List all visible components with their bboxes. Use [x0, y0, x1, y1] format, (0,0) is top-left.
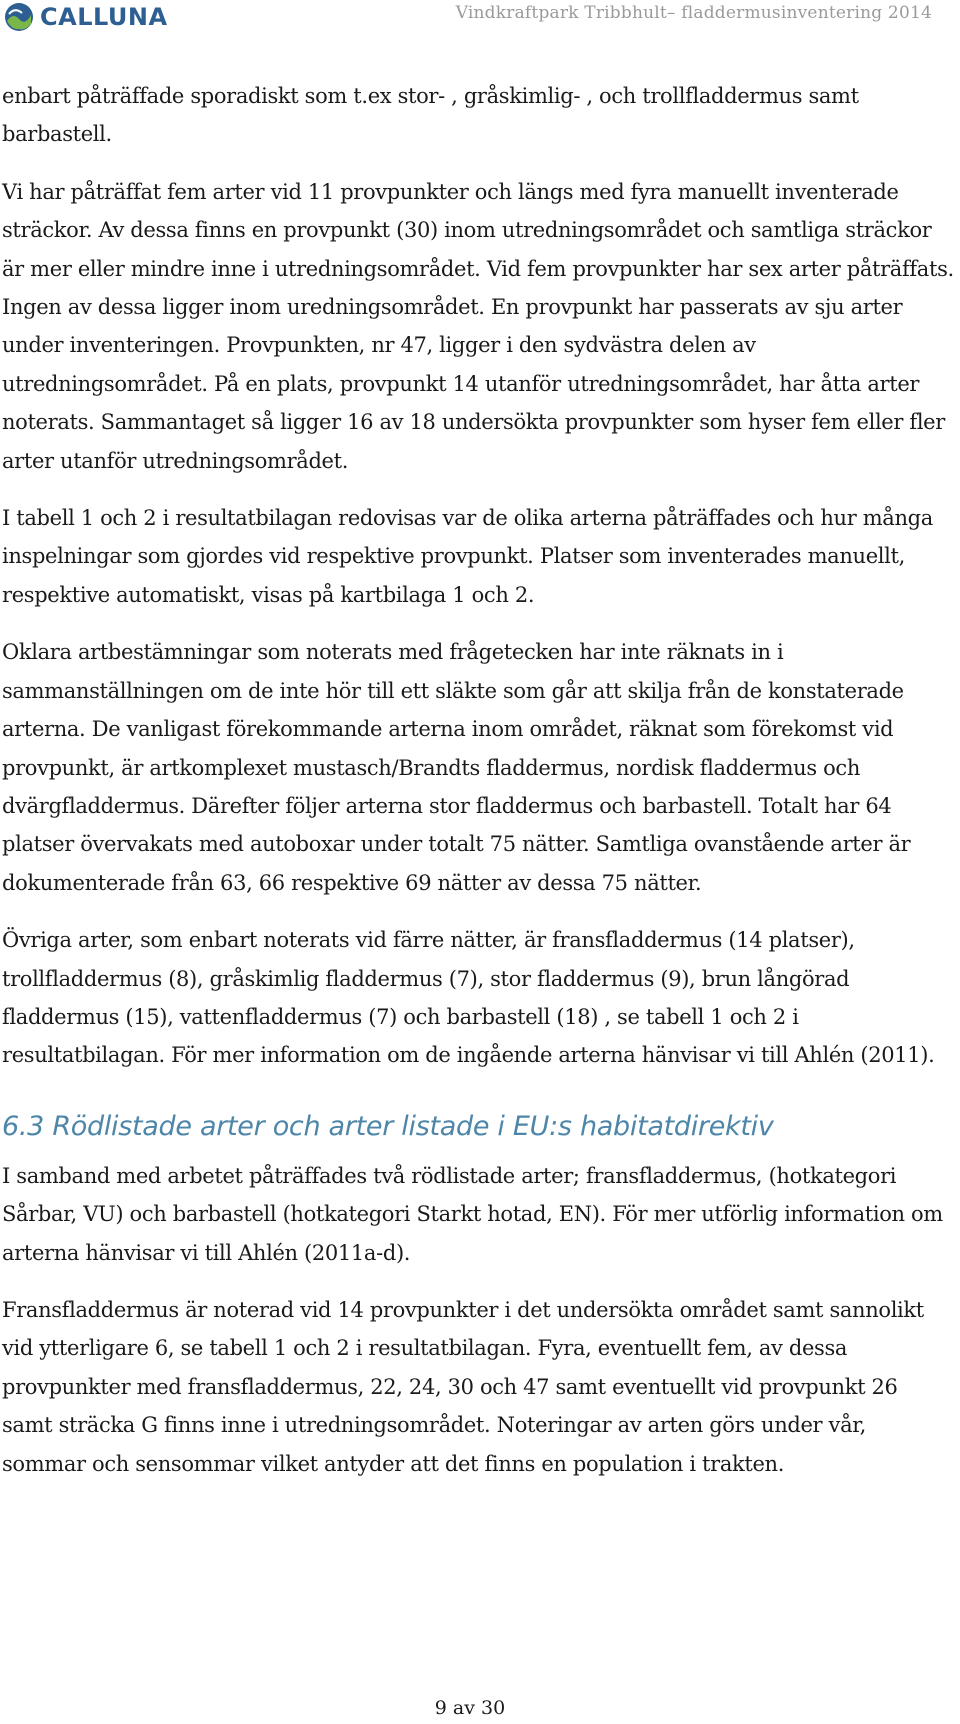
- logo: [4, 2, 168, 32]
- document-title: Vindkraftpark Tribbhult– fladdermusinventering 2014: [455, 3, 932, 23]
- paragraph: Vi har påträffat fem arter vid 11 provpunkter och längs med fyra manuellt inventerade sträckor. Av dessa finns en provpunkt (30) inom utredningsområdet och samtliga sträckor är mer eller mindre inne i utredningsområdet. Vid fem provpunkter har sex arter påträffats. Ingen av dessa ligger inom uredningsområdet. En provpunkt har passerats av sju arter under inventeringen. Provpunkten, nr 47, ligger i den sydvästra delen av utredningsområdet. På en plats, provpunkt 14 utanför utredningsområdet, har åtta arter noterats. Sammantaget så ligger 16 av 18 undersökta provpunkter som hyser fem eller fler arter utanför utredningsområdet.: [2, 179, 954, 473]
- paragraph: Övriga arter, som enbart noterats vid färre nätter, är fransfladdermus (14 platser), trollfladdermus (8), gråskimlig fladdermus (7), stor fladdermus (9), brun långörad fladdermus (15), vattenfladdermus (7) och barbastell (18) , se tabell 1 och 2 i resultatbilagan. För mer information om de ingående arterna hänvisar vi till Ahlén (2011).: [2, 928, 935, 1068]
- paragraph: I tabell 1 och 2 i resultatbilagan redovisas var de olika arterna påträffades och hur många inspelningar som gjordes vid respektive provpunkt. Platser som inventerades manuellt, respektive automatiskt, visas på kartbilaga 1 och 2.: [2, 506, 933, 607]
- page-footer: [0, 1697, 960, 1719]
- document-body: [2, 77, 954, 1502]
- section-heading: 6.3 Rödlistade arter och arter listade i EU:s habitatdirektiv: [2, 1110, 774, 1142]
- logo-text: CALLUNA: [40, 3, 168, 31]
- page-number: 9 av 30: [434, 1697, 506, 1719]
- paragraph: Fransfladdermus är noterad vid 14 provpunkter i det undersökta området samt sannolikt vid ytterligare 6, se tabell 1 och 2 i resultatbilagan. Fyra, eventuellt fem, av dessa provpunkter med fransfladdermus, 22, 24, 30 och 47 samt eventuellt vid provpunkt 26 samt sträcka G finns inne i utredningsområdet. Noteringar av arten görs under vår, sommar och sensommar vilket antyder att det finns en population i trakten.: [2, 1297, 924, 1476]
- paragraph: enbart påträffade sporadiskt som t.ex stor- , gråskimlig- , och trollfladdermus samt barbastell.: [2, 84, 859, 147]
- paragraph: Oklara artbestämningar som noterats med frågetecken har inte räknats in i sammanställningen om de inte hör till ett släkte som går att skilja från de konstaterade arterna. De vanligast förekommande arterna inom området, räknat som förekomst vid provpunkt, är artkomplexet mustasch/Brandts fladdermus, nordisk fladdermus och dvärgfladdermus. Därefter följer arterna stor fladdermus och barbastell. Totalt har 64 platser övervakats med autoboxar under totalt 75 nätter. Samtliga ovanstående arter är dokumenterade från 63, 66 respektive 69 nätter av dessa 75 nätter.: [2, 640, 911, 895]
- paragraph: I samband med arbetet påträffades två rödlistade arter; fransfladdermus, (hotkategori Sårbar, VU) och barbastell (hotkategori Starkt hotad, EN). För mer utförlig information om arterna hänvisar vi till Ahlén (2011a-d).: [2, 1163, 943, 1265]
- page-header: [0, 0, 960, 40]
- calluna-logo-icon: [4, 2, 34, 32]
